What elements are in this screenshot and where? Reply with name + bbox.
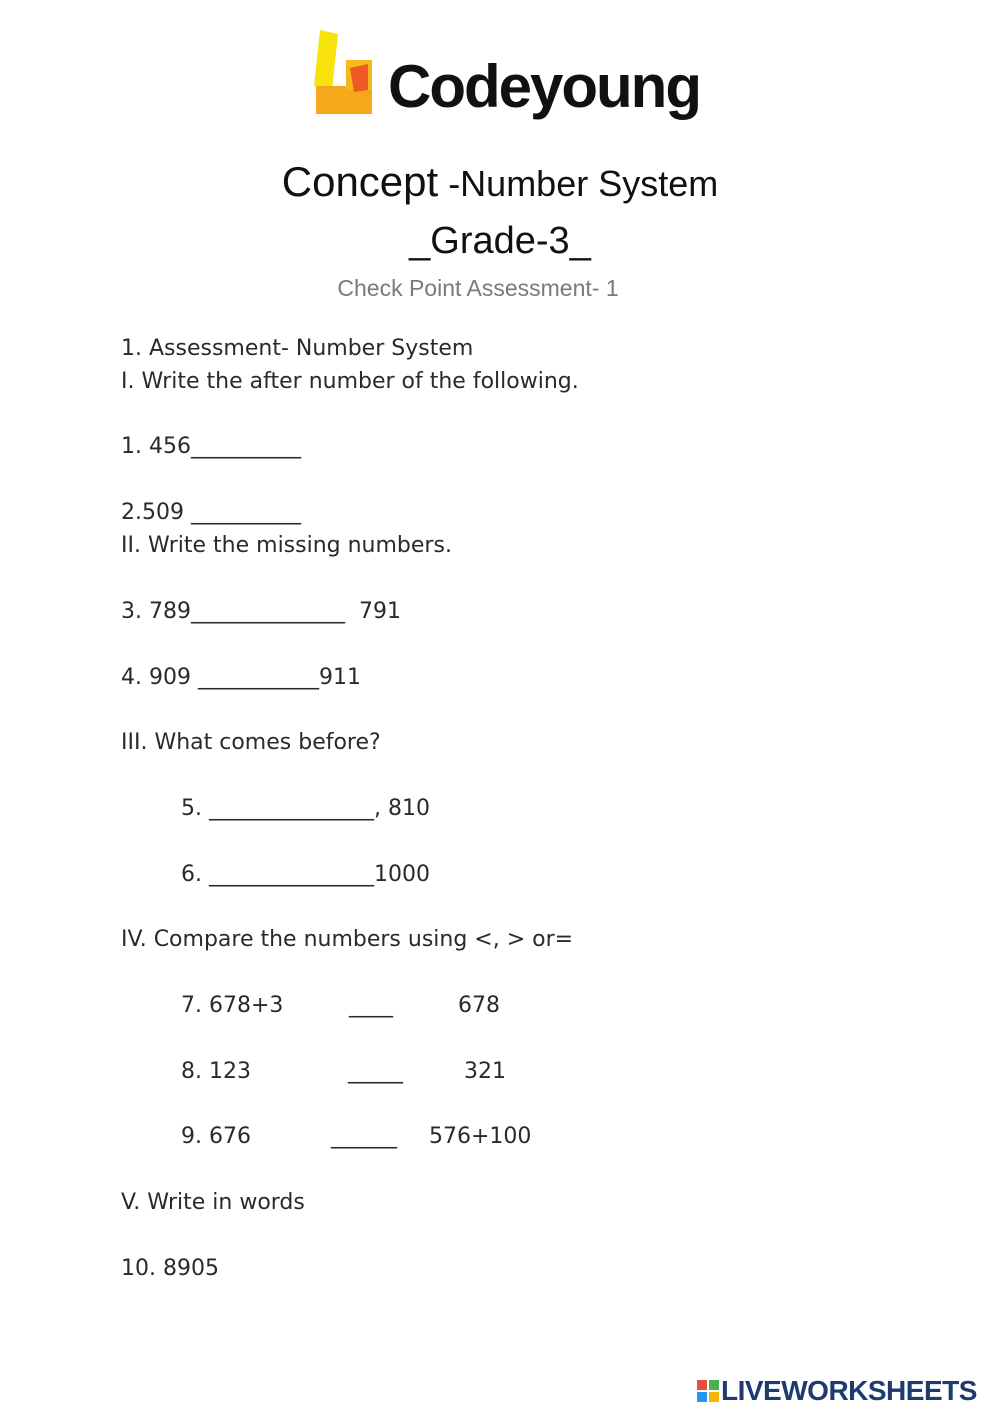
- liveworksheets-logo-icon: [697, 1380, 719, 1402]
- part-v-heading: V. Write in words: [121, 1190, 305, 1215]
- section-heading: 1. Assessment- Number System: [121, 336, 474, 361]
- part-ii-heading: II. Write the missing numbers.: [121, 533, 452, 558]
- question-1: 1. 456__________: [121, 434, 301, 459]
- part-iv-heading: IV. Compare the numbers using <, > or=: [121, 927, 574, 952]
- question-8-blank: _____: [348, 1059, 403, 1084]
- part-iii-heading: III. What comes before?: [121, 730, 381, 755]
- question-10: 10. 8905: [121, 1256, 219, 1281]
- question-9-right: 576+100: [429, 1124, 532, 1149]
- question-3: 3. 789______________ 791: [121, 599, 401, 624]
- question-7-right: 678: [458, 993, 500, 1018]
- question-7-blank: ____: [349, 993, 393, 1018]
- question-5: 5. _______________, 810: [181, 796, 430, 821]
- question-9-blank: ______: [331, 1124, 397, 1149]
- brand-name: Codeyoung: [388, 53, 700, 120]
- grade-title: _Grade-3_: [409, 220, 591, 262]
- question-4: 4. 909 ___________911: [121, 665, 361, 690]
- question-2: 2.509 __________: [121, 500, 301, 525]
- subtitle: Check Point Assessment- 1: [337, 275, 619, 301]
- question-9-left: 9. 676: [181, 1124, 251, 1149]
- question-6: 6. _______________1000: [181, 862, 430, 887]
- question-7-left: 7. 678+3: [181, 993, 284, 1018]
- title-rest: -Number System: [438, 163, 719, 204]
- page-title: [0, 158, 1000, 206]
- question-8-left: 8. 123: [181, 1059, 251, 1084]
- part-i-heading: I. Write the after number of the following.: [121, 369, 579, 394]
- question-8-right: 321: [464, 1059, 506, 1084]
- footer-brand: LIVEWORKSHEETS: [721, 1375, 977, 1406]
- title-main: Concept: [281, 158, 439, 205]
